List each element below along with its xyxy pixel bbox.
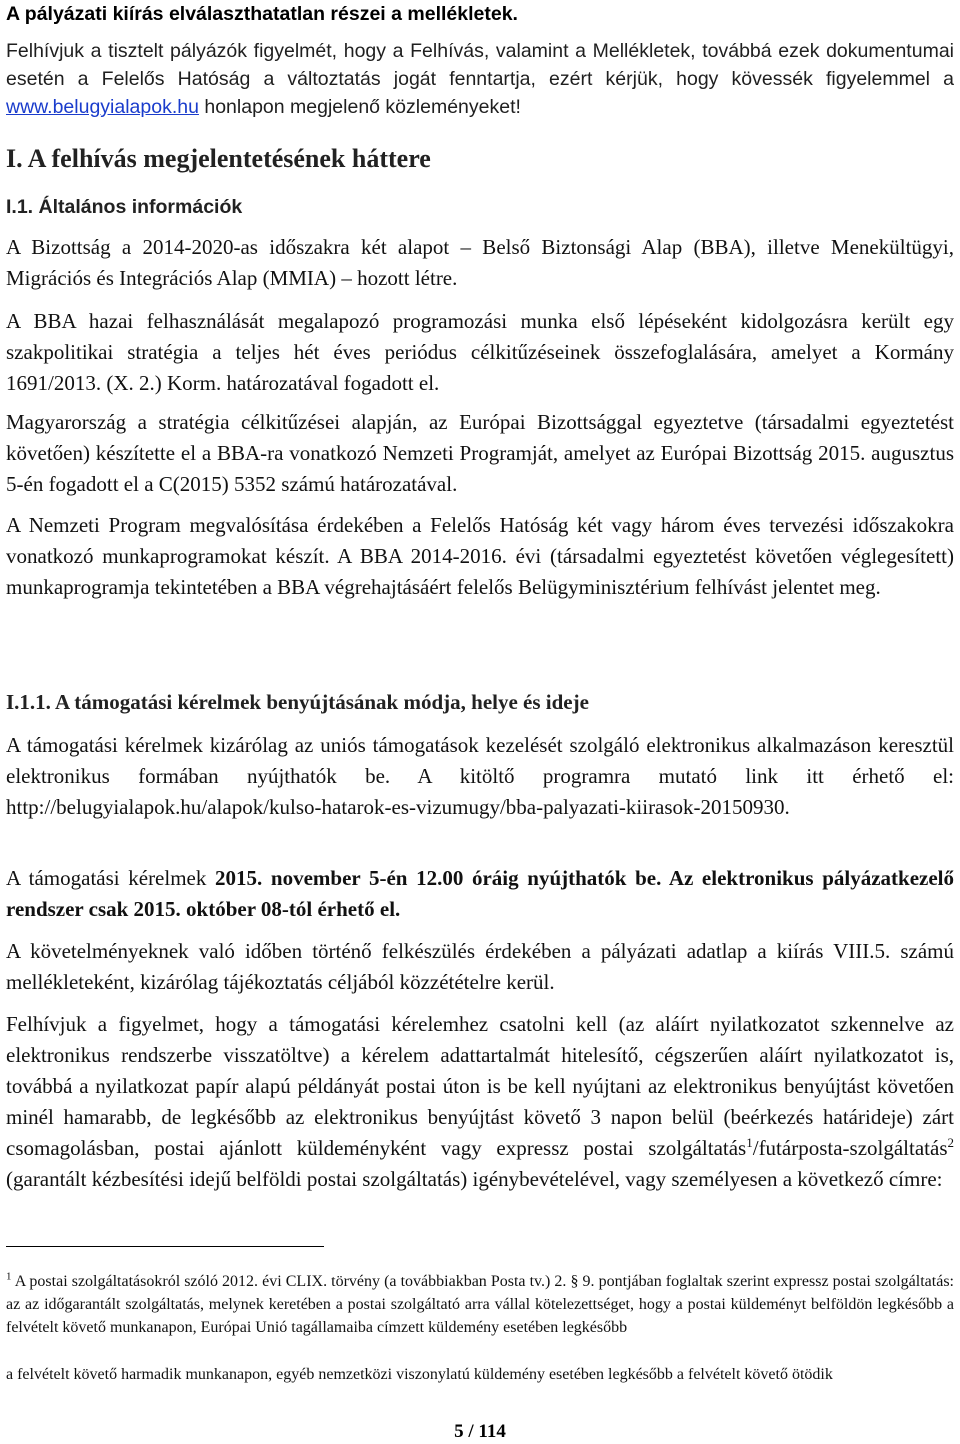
paragraph-annex-info: A követelményeknek való időben történő felkészülés érdekében a pályázati adatlap a kiírás VIII.5. számú mellékleteként, kizárólag tájékoztatás céljából közzétételre kerül. bbox=[6, 939, 954, 994]
website-link[interactable]: www.belugyialapok.hu bbox=[6, 96, 199, 118]
paragraph-postal-submission bbox=[6, 1009, 954, 1195]
paragraph-funds: A Bizottság a 2014-2020-as időszakra két alapot – Belső Biztonsági Alap (BBA), illetve Menekültügyi, Migrációs és Integrációs Alap (MMIA) – hozott létre. bbox=[6, 235, 954, 290]
footnote-separator bbox=[6, 1246, 324, 1247]
deadline-text: A támogatási kérelmek bbox=[6, 866, 216, 890]
footnote-marker: 1 bbox=[6, 1270, 12, 1283]
section-heading-1-1-1: I.1.1. A támogatási kérelmek benyújtásának módja, helye és ideje bbox=[6, 690, 589, 714]
postal-text-2: /futárposta-szolgáltatás bbox=[752, 1136, 948, 1160]
paragraph-strategy: A BBA hazai felhasználását megalapozó programozási munka első lépéseként kidolgozásra került egy szakpolitikai stratégia a teljes hét éves periódus célkitűzéseinek összefoglalására, amelyet a Kormány 1691/2013. (X. 2.) Korm. határozatával fogadott el. bbox=[6, 309, 954, 395]
footnote-ref-1[interactable]: 1 bbox=[746, 1135, 753, 1150]
postal-text-3: (garantált kézbesítési idejű belföldi postai szolgáltatás) igénybevételével, vagy személyesen a következő címre: bbox=[6, 1167, 943, 1191]
paragraph-work-program: A Nemzeti Program megvalósítása érdekében a Felelős Hatóság két vagy három éves tervezési időszakokra vonatkozó munkaprogramokat készít. A BBA 2014-2016. évi (társadalmi egyeztetést követően véglegesített) munkaprogramja tekintetében a BBA végrehajtásáért felelős Belügyminisztérium felhívást jelentet meg. bbox=[6, 513, 954, 599]
intro-text-after-link: honlapon megjelenő közleményeket! bbox=[198, 96, 521, 118]
paragraph-national-program: Magyarország a stratégia célkitűzései alapján, az Európai Bizottsággal egyeztetve (társadalmi egyeztetést követően) készítette el a BBA-ra vonatkozó Nemzeti Programját, amelyet az Európai Bizottság 2015. augusztus 5-én fogadott el a C(2015) 5352 számú határozatával. bbox=[6, 410, 954, 496]
footnote-text: A postai szolgáltatásokról szóló 2012. évi CLIX. törvény (a továbbiakban Posta tv.) 2. § 9. pontjában foglaltak szerint expressz postai szolgáltatás: az az időgarantált szolgáltatás, melynek keretében a postai szolgáltató arra vállal kötelezettséget, hogy a postai küldeményt belföldön legkésőbb a felvételt követő munkanapon, Európai Unió tagállamaiba címzett küldemény esetében legkésőbb bbox=[6, 1273, 954, 1336]
footnote-continuation: a felvételt követő harmadik munkanapon, egyéb nemzetközi viszonylatú küldemény esetében legkésőbb a felvételt követő ötödik bbox=[6, 1366, 833, 1383]
paragraph-deadline bbox=[6, 863, 954, 925]
attachments-heading: A pályázati kiírás elválaszthatatlan részei a mellékletek. bbox=[6, 3, 518, 25]
section-heading-1: I. A felhívás megjelentetésének háttere bbox=[6, 144, 431, 173]
footnote-ref-2[interactable]: 2 bbox=[947, 1135, 954, 1150]
postal-text-1: Felhívjuk a figyelmet, hogy a támogatási kérelemhez csatolni kell (az aláírt nyilatkozatot szkennelve az elektronikus rendszerbe visszatöltve) a kérelem adattartalmát hitelesítő, cégszerűen aláírt nyilatkozatot is, továbbá a nyilatkozat papír alapú példányát postai úton is be kell nyújtani az elektronikus benyújtást követően minél hamarabb, de legkésőbb az elektronikus benyújtást követő 3 napon belül (beérkezés határideje) zárt csomagolásban, postai ajánlott küldeményként vagy expressz postai szolgáltatás bbox=[6, 1012, 954, 1160]
paragraph-submission-method: A támogatási kérelmek kizárólag az uniós támogatások kezelését szolgáló elektronikus alkalmazáson keresztül elektronikus formában nyújthatók be. A kitöltő programra mutató link itt érhető el: http://belugyialapok.hu/alapok/kulso-hatarok-es-vizumugy/bba-palyazati-kiirasok-20150930. bbox=[6, 733, 954, 819]
intro-text-before-link: Felhívjuk a tisztelt pályázók figyelmét, hogy a Felhívás, valamint a Mellékletek, továbbá ezek dokumentumai esetén a Felelős Hatóság a változtatás jogát fenntartja, ezért kérjük, hogy kövessék figyelemmel a bbox=[6, 40, 954, 90]
deadline-bold-text: 2015. november 5-én 12.00 óráig nyújthatók be. Az elektronikus pályázatkezelő rendszer csak 2015. október 08-tól érhető el. bbox=[6, 866, 955, 921]
page-number: 5 / 114 bbox=[454, 1421, 506, 1442]
section-heading-1-1: I.1. Általános információk bbox=[6, 196, 243, 218]
intro-paragraph bbox=[6, 37, 954, 121]
footnote-1 bbox=[6, 1270, 954, 1339]
